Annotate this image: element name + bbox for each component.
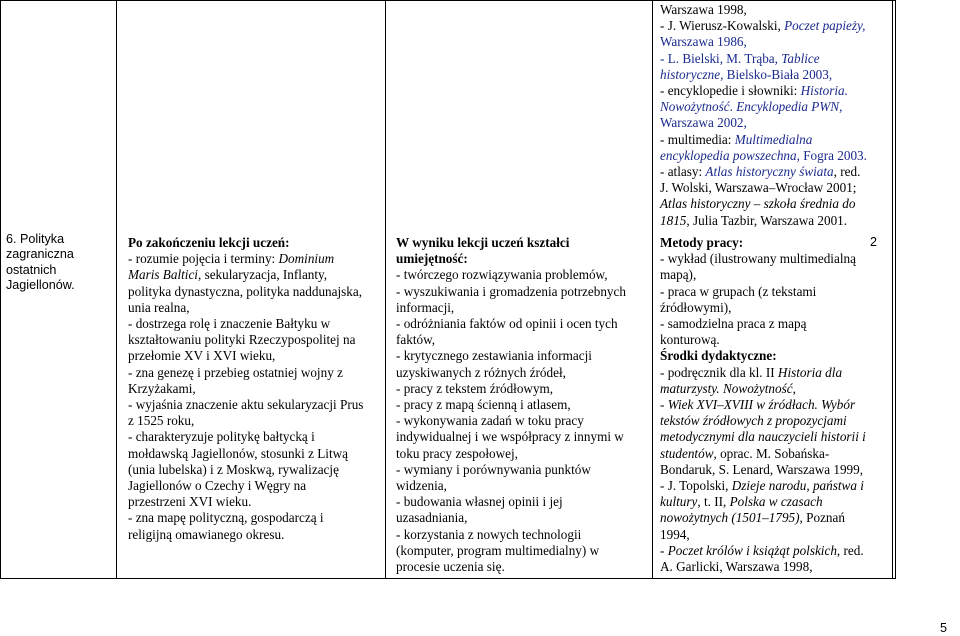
bib-line: Warszawa 1986,	[660, 34, 747, 50]
skills-line: - wykonywania zadań w toku pracy	[396, 413, 584, 429]
outcomes-line: - wyjaśnia znaczenie aktu sekularyzacji Prus	[128, 397, 364, 413]
skills-line: - pracy z mapą ścienną i atlasem,	[396, 397, 571, 413]
outcomes-line: polityka dynastyczna, polityka naddunajska,	[128, 283, 363, 299]
topic-cell	[6, 232, 112, 293]
bib-line: - L. Bielski, M. Trąba, Tablice	[660, 50, 820, 66]
table-row-border-top	[0, 0, 896, 1]
outcomes-line: - charakteryzuje politykę bałtycką i	[128, 429, 315, 445]
outcomes-line: - dostrzega rolę i znaczenie Bałtyku w	[128, 316, 331, 332]
methods-heading: Metody pracy:	[660, 235, 744, 250]
outcomes-line: unia realna,	[128, 299, 190, 315]
outcomes-line: - zna mapę polityczną, gospodarczą i	[128, 510, 324, 526]
bib-line: - multimedia: Multimedialna	[660, 131, 813, 147]
skills-line: indywidualnej i we współpracy z innymi w	[396, 429, 624, 445]
bib-line: Nowożytność. Encyklopedia PWN,	[660, 99, 843, 115]
methods-cell	[660, 235, 892, 575]
skills-line: - odróżniania faktów od opinii i ocen tych	[396, 316, 618, 332]
outcomes-line: przełomie XV i XVI wieku,	[128, 348, 276, 364]
outcomes-line: Jagiellonów o Czechy i Węgry na	[128, 478, 307, 494]
means-line: Bondaruk, S. Lenard, Warszawa 1999,	[660, 461, 864, 477]
methods-line: mapą),	[660, 267, 697, 283]
skills-line: uzasadniania,	[396, 510, 468, 526]
means-line: maturzysty. Nowożytność,	[660, 380, 796, 396]
bib-line: historyczne, Bielsko-Biała 2003,	[660, 66, 833, 82]
skills-line: - krytycznego zestawiania informacji	[396, 348, 592, 364]
outcomes-line: - rozumie pojęcia i terminy: Dominium	[128, 251, 335, 267]
methods-line: źródłowymi),	[660, 299, 732, 315]
means-line: tekstów źródłowych z propozycjami	[660, 413, 847, 429]
topic-line: 6. Polityka	[6, 232, 65, 246]
means-heading: Środki dydaktyczne:	[660, 348, 777, 364]
means-line: A. Garlicki, Warszawa 1998,	[660, 559, 813, 575]
outcomes-line: kształtowaniu polityki Rzeczypospolitej na	[128, 332, 356, 348]
topic-line: Jagiellonów.	[6, 277, 75, 292]
skills-line: (komputer, program multimedialny) w	[396, 542, 600, 558]
methods-line: - praca w grupach (z tekstami	[660, 283, 817, 299]
outcomes-line: Maris Baltici, sekularyzacja, Inflanty,	[128, 267, 328, 283]
bibliography-cell	[660, 2, 892, 229]
bib-line: - J. Wierusz-Kowalski, Poczet papieży,	[660, 18, 866, 34]
skills-heading: W wyniku lekcji uczeń kształci	[396, 235, 570, 250]
hours-cell	[870, 235, 890, 250]
means-line: kultury, t. II, Polska w czasach	[660, 494, 823, 510]
means-line: - Wiek XVI–XVIII w źródłach. Wybór	[660, 397, 856, 413]
methods-line: - samodzielna praca z mapą	[660, 316, 807, 332]
methods-line: - wykład (ilustrowany multimedialną	[660, 251, 856, 267]
bib-line: Warszawa 1998,	[660, 2, 747, 17]
column-divider-4	[892, 0, 893, 579]
bib-line: - encyklopedie i słowniki: Historia.	[660, 83, 848, 99]
table-border-right	[895, 0, 896, 579]
outcomes-line: przestrzeni XVI wieku.	[128, 494, 252, 510]
means-line: nowożytnych (1501–1795), Poznań	[660, 510, 845, 526]
bib-line: - atlasy: Atlas historyczny świata, red.	[660, 164, 861, 180]
skills-line: toku pracy zespołowej,	[396, 445, 518, 461]
outcomes-line: mołdawską Jagiellonów, stosunki z Litwą	[128, 445, 349, 461]
skills-line: widzenia,	[396, 478, 447, 494]
column-divider-1	[116, 0, 117, 579]
outcomes-line: z 1525 roku,	[128, 413, 195, 429]
skills-line: uzyskiwanych z różnych źródeł,	[396, 364, 566, 380]
bib-line: J. Wolski, Warszawa–Wrocław 2001;	[660, 180, 857, 196]
bib-line: encyklopedia powszechna, Fogra 2003.	[660, 147, 867, 163]
topic-line: ostatnich	[6, 262, 57, 277]
means-line: - J. Topolski, Dzieje narodu, państwa i	[660, 478, 864, 494]
skills-line: informacji,	[396, 299, 455, 315]
skills-line: - wyszukiwania i gromadzenia potrzebnych	[396, 283, 626, 299]
means-line: metodycznymi dla nauczycieli historii i	[660, 429, 866, 445]
means-line: - Poczet królów i książąt polskich, red.	[660, 542, 864, 558]
skills-line: - korzystania z nowych technologii	[396, 526, 582, 542]
column-divider-2	[385, 0, 386, 579]
table-row-border-bottom	[0, 578, 896, 579]
page-number: 5	[940, 621, 948, 635]
outcomes-line: religijną omawianego okresu.	[128, 526, 285, 542]
skills-heading: umiejętność:	[396, 251, 468, 267]
methods-line: konturową.	[660, 332, 720, 348]
skills-cell	[396, 235, 650, 575]
topic-line: zagraniczna	[6, 247, 74, 262]
means-line: - podręcznik dla kl. II Historia dla	[660, 364, 843, 380]
bib-line: Atlas historyczny – szkoła średnia do	[660, 196, 856, 212]
bib-line: 1815, Julia Tazbir, Warszawa 2001.	[660, 212, 848, 228]
outcomes-cell	[128, 235, 382, 543]
table-border-left	[0, 0, 1, 579]
skills-line: - twórczego rozwiązywania problemów,	[396, 267, 608, 283]
bib-line: Warszawa 2002,	[660, 115, 747, 131]
skills-line: - budowania własnej opinii i jej	[396, 494, 563, 510]
hours-value: 2	[870, 235, 878, 249]
outcomes-line: (unia lubelska) i z Moskwą, rywalizację	[128, 461, 339, 477]
column-divider-3	[652, 0, 653, 579]
outcomes-heading: Po zakończeniu lekcji uczeń:	[128, 235, 290, 250]
outcomes-line: Krzyżakami,	[128, 380, 196, 396]
skills-line: - wymiany i porównywania punktów	[396, 461, 591, 477]
means-line: 1994,	[660, 526, 690, 542]
skills-line: faktów,	[396, 332, 436, 348]
skills-line: procesie uczenia się.	[396, 559, 505, 575]
outcomes-line: - zna genezę i przebieg ostatniej wojny z	[128, 364, 343, 380]
skills-line: - pracy z tekstem źródłowym,	[396, 380, 554, 396]
means-line: studentów, oprac. M. Sobańska-	[660, 445, 830, 461]
